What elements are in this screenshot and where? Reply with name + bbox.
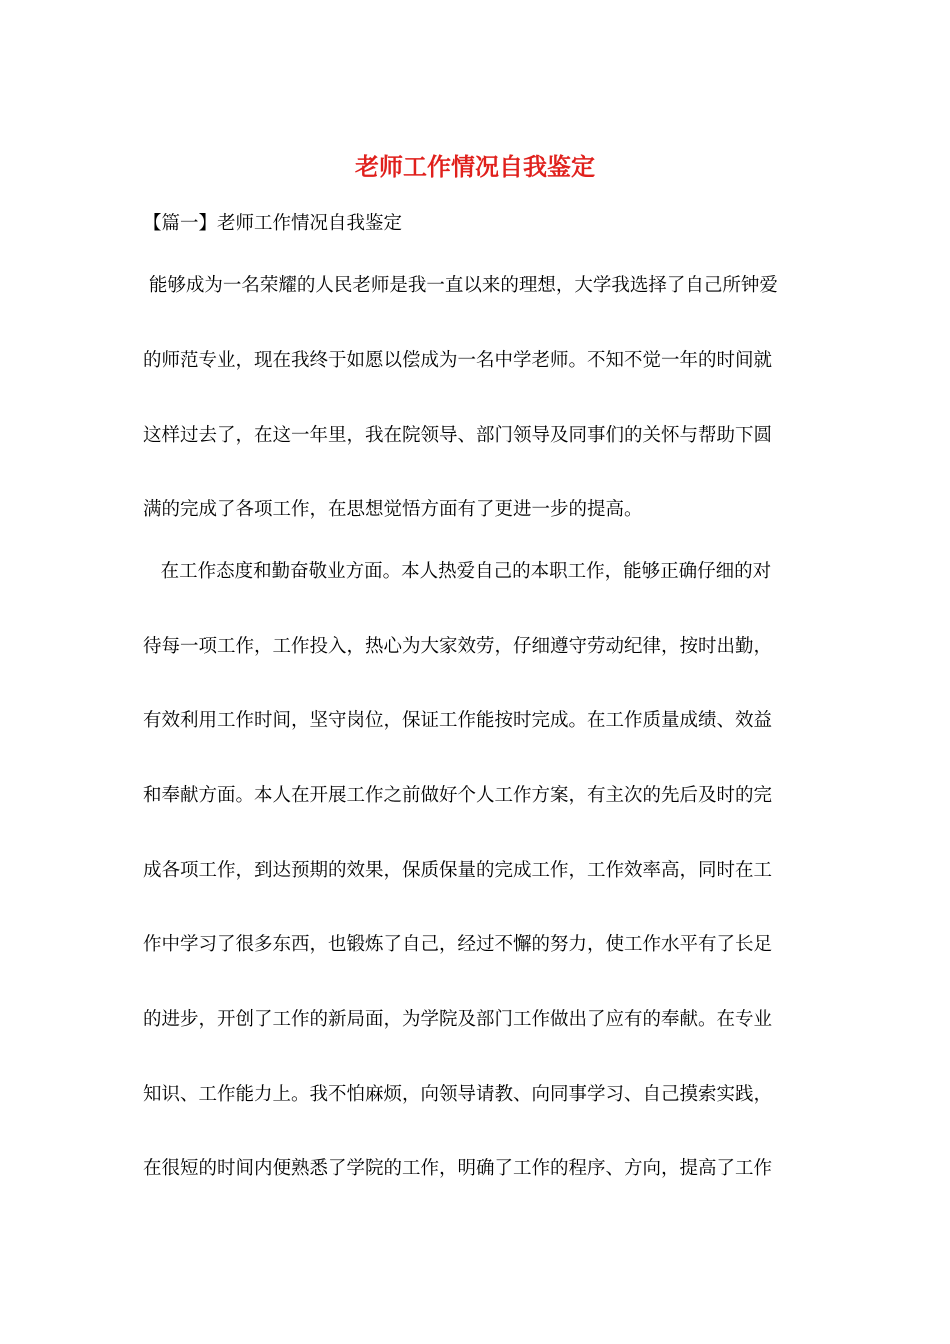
text-line: 满的完成了各项工作，在思想觉悟方面有了更进一步的提高。 [143, 499, 643, 520]
text-line: 的师范专业，现在我终于如愿以偿成为一名中学老师。不知不觉一年的时间就 [143, 350, 773, 371]
text-line: 能够成为一名荣耀的人民老师是我一直以来的理想，大学我选择了自己所钟爱 [143, 275, 778, 296]
section-heading: 【篇一】老师工作情况自我鉴定 [143, 213, 403, 234]
text-line: 在很短的时间内便熟悉了学院的工作，明确了工作的程序、方向，提高了工作 [143, 1158, 773, 1179]
document-title: 老师工作情况自我鉴定 [355, 152, 595, 181]
text-line: 在工作态度和勤奋敬业方面。本人热爱自己的本职工作，能够正确仔细的对 [143, 561, 772, 582]
text-line: 这样过去了，在这一年里，我在院领导、部门领导及同事们的关怀与帮助下圆 [143, 425, 773, 446]
text-line: 的进步，开创了工作的新局面，为学院及部门工作做出了应有的奉献。在专业 [143, 1009, 773, 1030]
text-line: 和奉献方面。本人在开展工作之前做好个人工作方案，有主次的先后及时的完 [143, 785, 773, 806]
text-line: 成各项工作，到达预期的效果，保质保量的完成工作，工作效率高，同时在工 [143, 860, 773, 881]
text-line: 待每一项工作，工作投入，热心为大家效劳，仔细遵守劳动纪律，按时出勤， [143, 636, 773, 657]
text-line: 有效利用工作时间，坚守岗位，保证工作能按时完成。在工作质量成绩、效益 [143, 710, 773, 731]
text-line: 知识、工作能力上。我不怕麻烦，向领导请教、向同事学习、自己摸索实践， [143, 1084, 773, 1105]
text-line: 作中学习了很多东西，也锻炼了自己，经过不懈的努力，使工作水平有了长足 [143, 934, 773, 955]
